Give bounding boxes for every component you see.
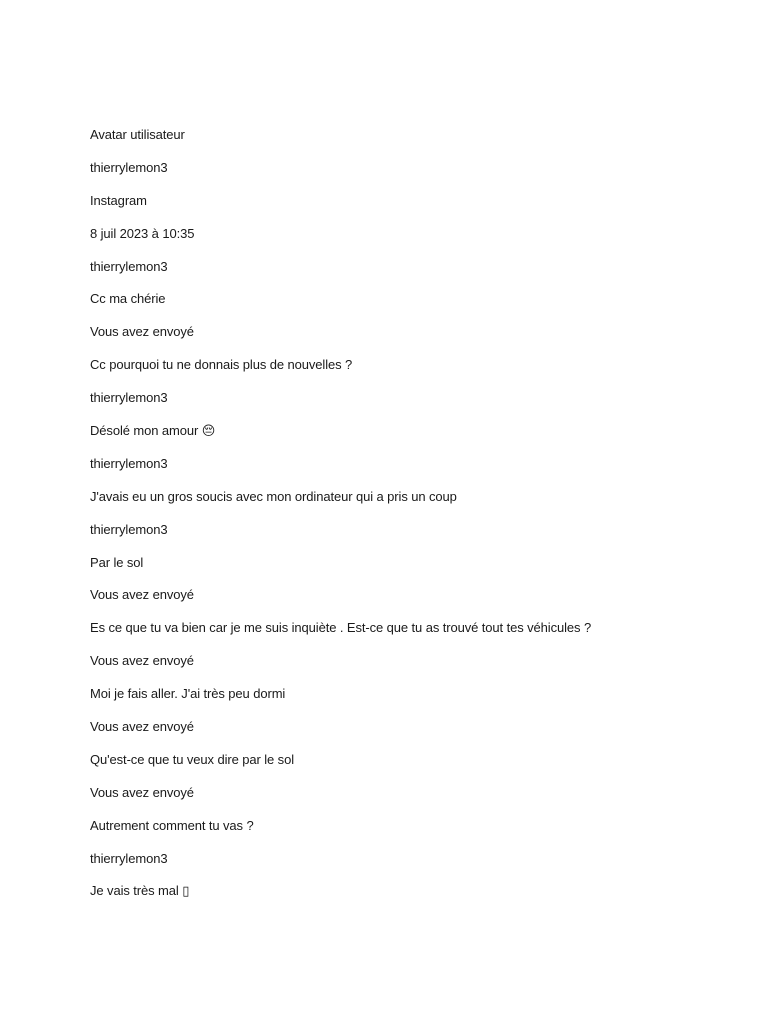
conversation-timestamp: 8 juil 2023 à 10:35: [90, 225, 195, 241]
message-text: Cc pourquoi tu ne donnais plus de nouvelles ?: [90, 357, 353, 373]
message-text: Autrement comment tu vas ?: [90, 817, 254, 833]
message-text: Qu'est-ce que tu veux dire par le sol: [90, 751, 295, 767]
message-text: Par le sol: [90, 554, 144, 570]
avatar-alt-text: Avatar utilisateur: [90, 127, 185, 142]
document-page: [90, 125, 710, 914]
message-sender: thierrylemon3: [90, 258, 168, 274]
message-sender: Vous avez envoyé: [90, 784, 194, 800]
message-sender: thierrylemon3: [90, 521, 168, 537]
message-text: Je vais très mal ▯: [90, 883, 190, 899]
message-text: Désolé mon amour 😔: [90, 423, 216, 439]
username: thierrylemon3: [90, 159, 168, 175]
message-sender: Vous avez envoyé: [90, 719, 194, 735]
message-sender: Vous avez envoyé: [90, 324, 194, 340]
message-sender: thierrylemon3: [90, 850, 168, 866]
message-sender: Vous avez envoyé: [90, 653, 194, 669]
platform-name: Instagram: [90, 192, 147, 208]
message-text: Cc ma chérie: [90, 291, 166, 307]
message-text: Moi je fais aller. J'ai très peu dormi: [90, 686, 286, 702]
message-text: Es ce que tu va bien car je me suis inquiète . Est-ce que tu as trouvé tout tes véhicules ?: [90, 620, 592, 636]
message-sender: thierrylemon3: [90, 455, 168, 471]
message-sender: thierrylemon3: [90, 390, 168, 406]
message-text: J'avais eu un gros soucis avec mon ordinateur qui a pris un coup: [90, 488, 457, 504]
message-sender: Vous avez envoyé: [90, 587, 194, 603]
